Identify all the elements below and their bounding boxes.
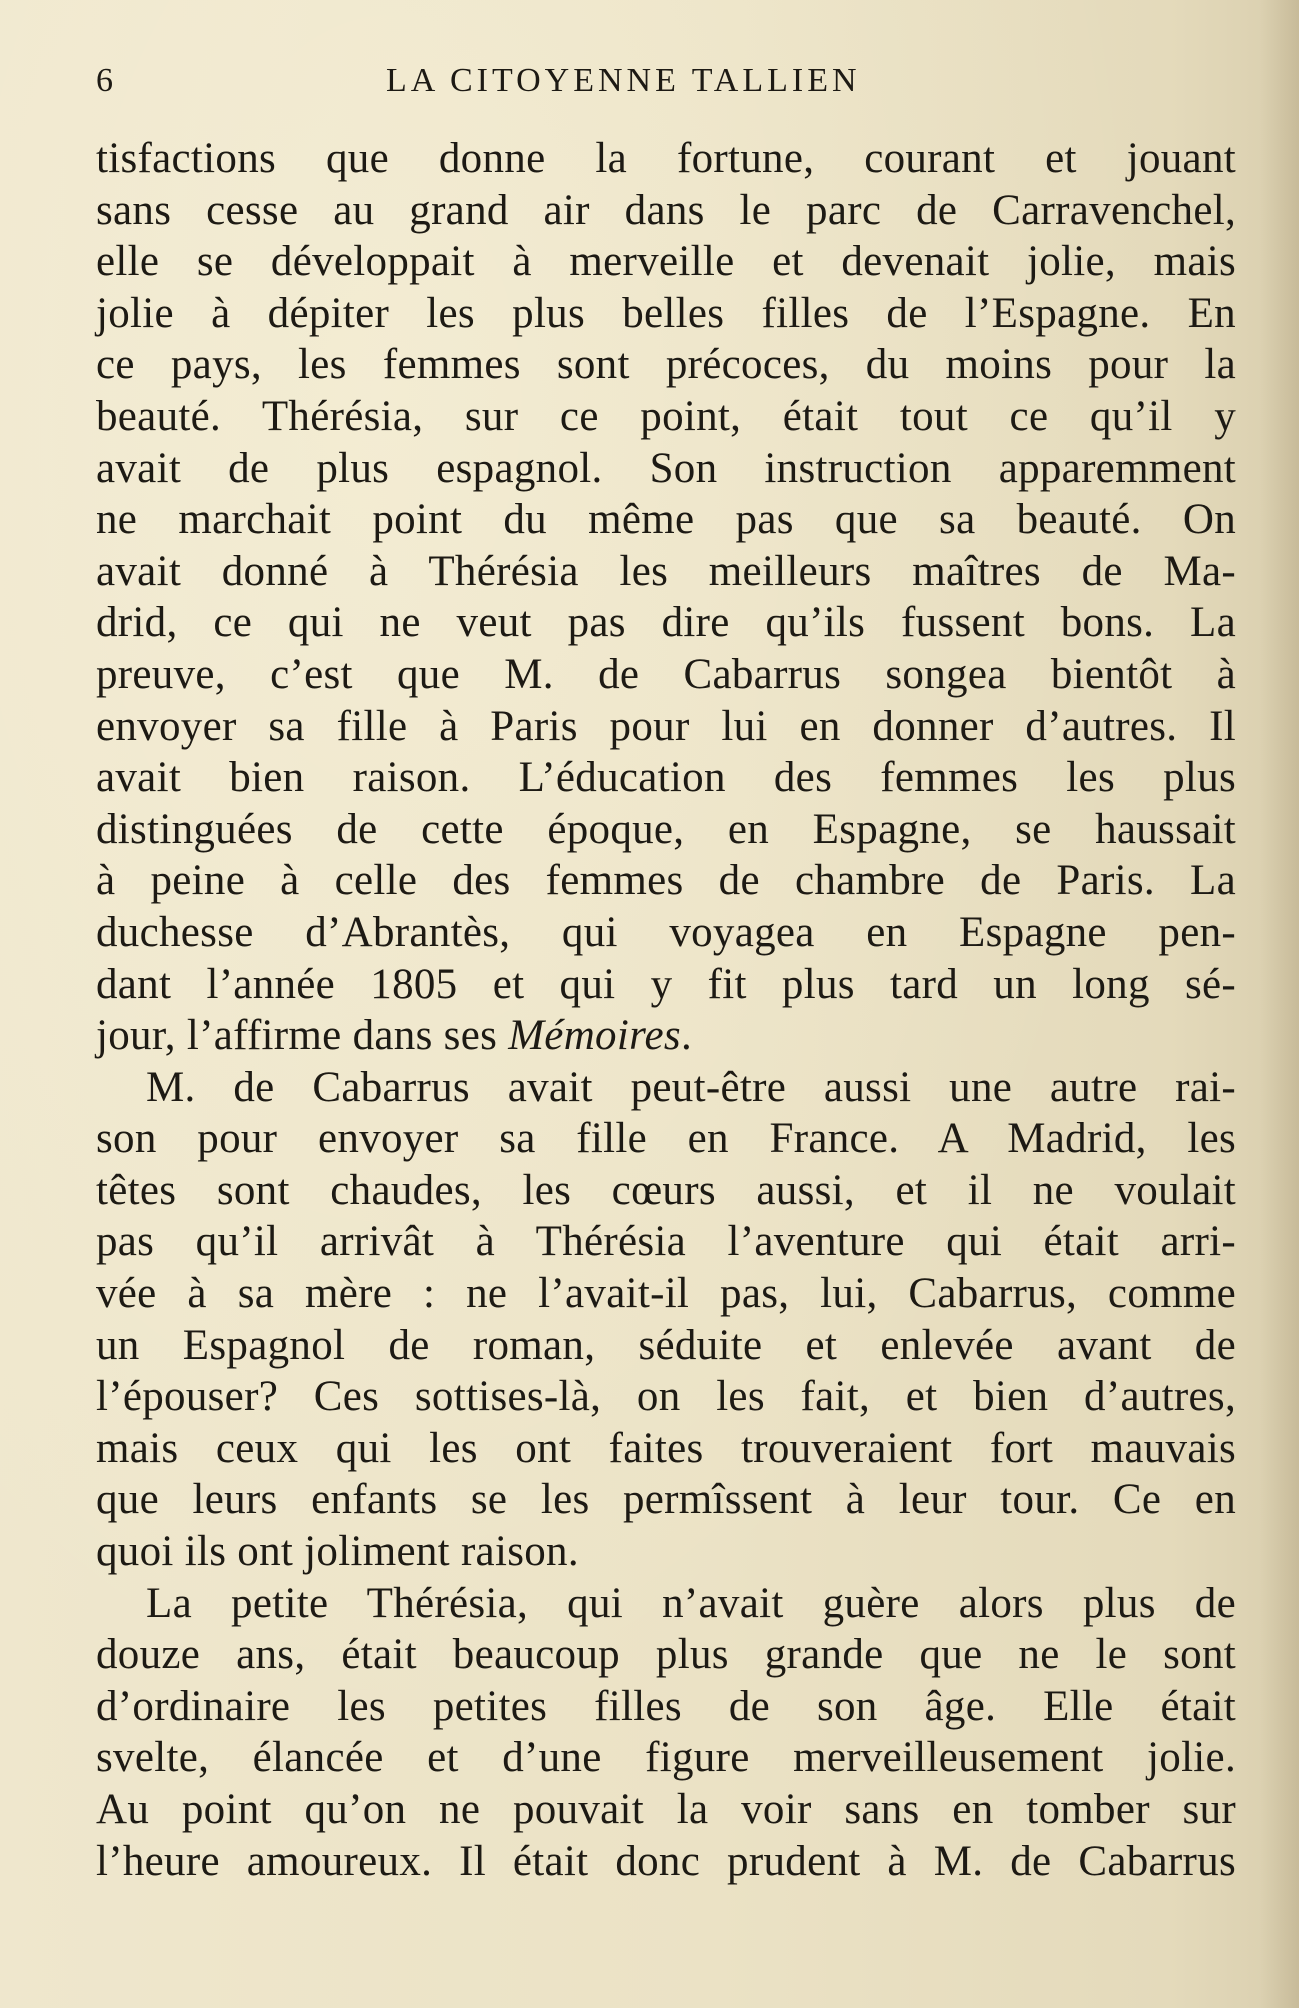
text-line: jolie à dépiter les plus belles filles de l’Espagne. En: [96, 289, 1236, 337]
text-line: preuve, c’est que M. de Cabarrus songea bientôt à: [96, 650, 1236, 698]
text-line: svelte, élancée et d’une figure merveilleusement jolie.: [96, 1734, 1236, 1782]
text-line: drid, ce qui ne veut pas dire qu’ils fussent bons. La: [96, 599, 1236, 647]
page-number: 6: [96, 62, 116, 99]
page-header: [96, 62, 1236, 106]
text-line: avait bien raison. L’éducation des femmes les plus: [96, 754, 1236, 802]
text-line: mais ceux qui les ont faites trouveraient fort mauvais: [96, 1424, 1236, 1472]
text-line: avait de plus espagnol. Son instruction apparemment: [96, 444, 1236, 492]
book-title-italic: Mémoires: [508, 1012, 681, 1060]
text-line: tisfactions que donne la fortune, courant et jouant: [96, 135, 1236, 182]
text-line-paragraph-end: [96, 1010, 1236, 1062]
text-line: son pour envoyer sa fille en France. A Madrid, les: [96, 1115, 1236, 1163]
text-line-paragraph-end: quoi ils ont joliment raison.: [96, 1528, 579, 1576]
text-line: douze ans, était beaucoup plus grande que ne le sont: [96, 1631, 1236, 1679]
text-line: beauté. Thérésia, sur ce point, était tout ce qu’il y: [96, 392, 1236, 440]
text-line: à peine à celle des femmes de chambre de Paris. La: [96, 857, 1236, 905]
text-line: têtes sont chaudes, les cœurs aussi, et il ne voulait: [96, 1166, 1236, 1214]
text-line: l’heure amoureux. Il était donc prudent à M. de Cabarrus: [96, 1837, 1236, 1885]
text-line: que leurs enfants se les permîssent à leur tour. Ce en: [96, 1476, 1236, 1524]
text-line: elle se développait à merveille et devenait jolie, mais: [96, 238, 1236, 286]
text-line: Au point qu’on ne pouvait la voir sans en tomber sur: [96, 1786, 1236, 1833]
text-line: un Espagnol de roman, séduite et enlevée avant de: [96, 1321, 1236, 1369]
text-line: duchesse d’Abrantès, qui voyagea en Espagne pen-: [96, 908, 1236, 956]
text-line: d’ordinaire les petites filles de son âge. Elle était: [96, 1682, 1236, 1730]
text-line: distinguées de cette époque, en Espagne, se haussait: [96, 805, 1236, 853]
text-line: dant l’année 1805 et qui y fit plus tard un long sé-: [96, 960, 1236, 1008]
text-line-paragraph-start: La petite Thérésia, qui n’avait guère alors plus de: [146, 1579, 1236, 1627]
text-line: sans cesse au grand air dans le parc de Carravenchel,: [96, 186, 1236, 234]
text-line: ce pays, les femmes sont précoces, du moins pour la: [96, 341, 1236, 389]
body-text: [96, 133, 1236, 1887]
text-line-paragraph-start: M. de Cabarrus avait peut-être aussi une autre rai-: [146, 1063, 1236, 1111]
text-line: envoyer sa fille à Paris pour lui en donner d’autres. Il: [96, 702, 1236, 750]
page-edge-shadow: [1259, 0, 1299, 2008]
text-line-start: jour, l’affirme dans ses: [96, 1012, 509, 1060]
sentence-period: .: [680, 1012, 693, 1060]
text-line: vée à sa mère : ne l’avait-il pas, lui, Cabarrus, comme: [96, 1270, 1236, 1318]
running-title: LA CITOYENNE TALLIEN: [386, 62, 861, 99]
text-line: avait donné à Thérésia les meilleurs maîtres de Ma-: [96, 547, 1236, 595]
text-line: ne marchait point du même pas que sa beauté. On: [96, 496, 1236, 544]
text-line: pas qu’il arrivât à Thérésia l’aventure qui était arri-: [96, 1218, 1236, 1266]
text-line: l’épouser? Ces sottises-là, on les fait, et bien d’autres,: [96, 1373, 1236, 1421]
